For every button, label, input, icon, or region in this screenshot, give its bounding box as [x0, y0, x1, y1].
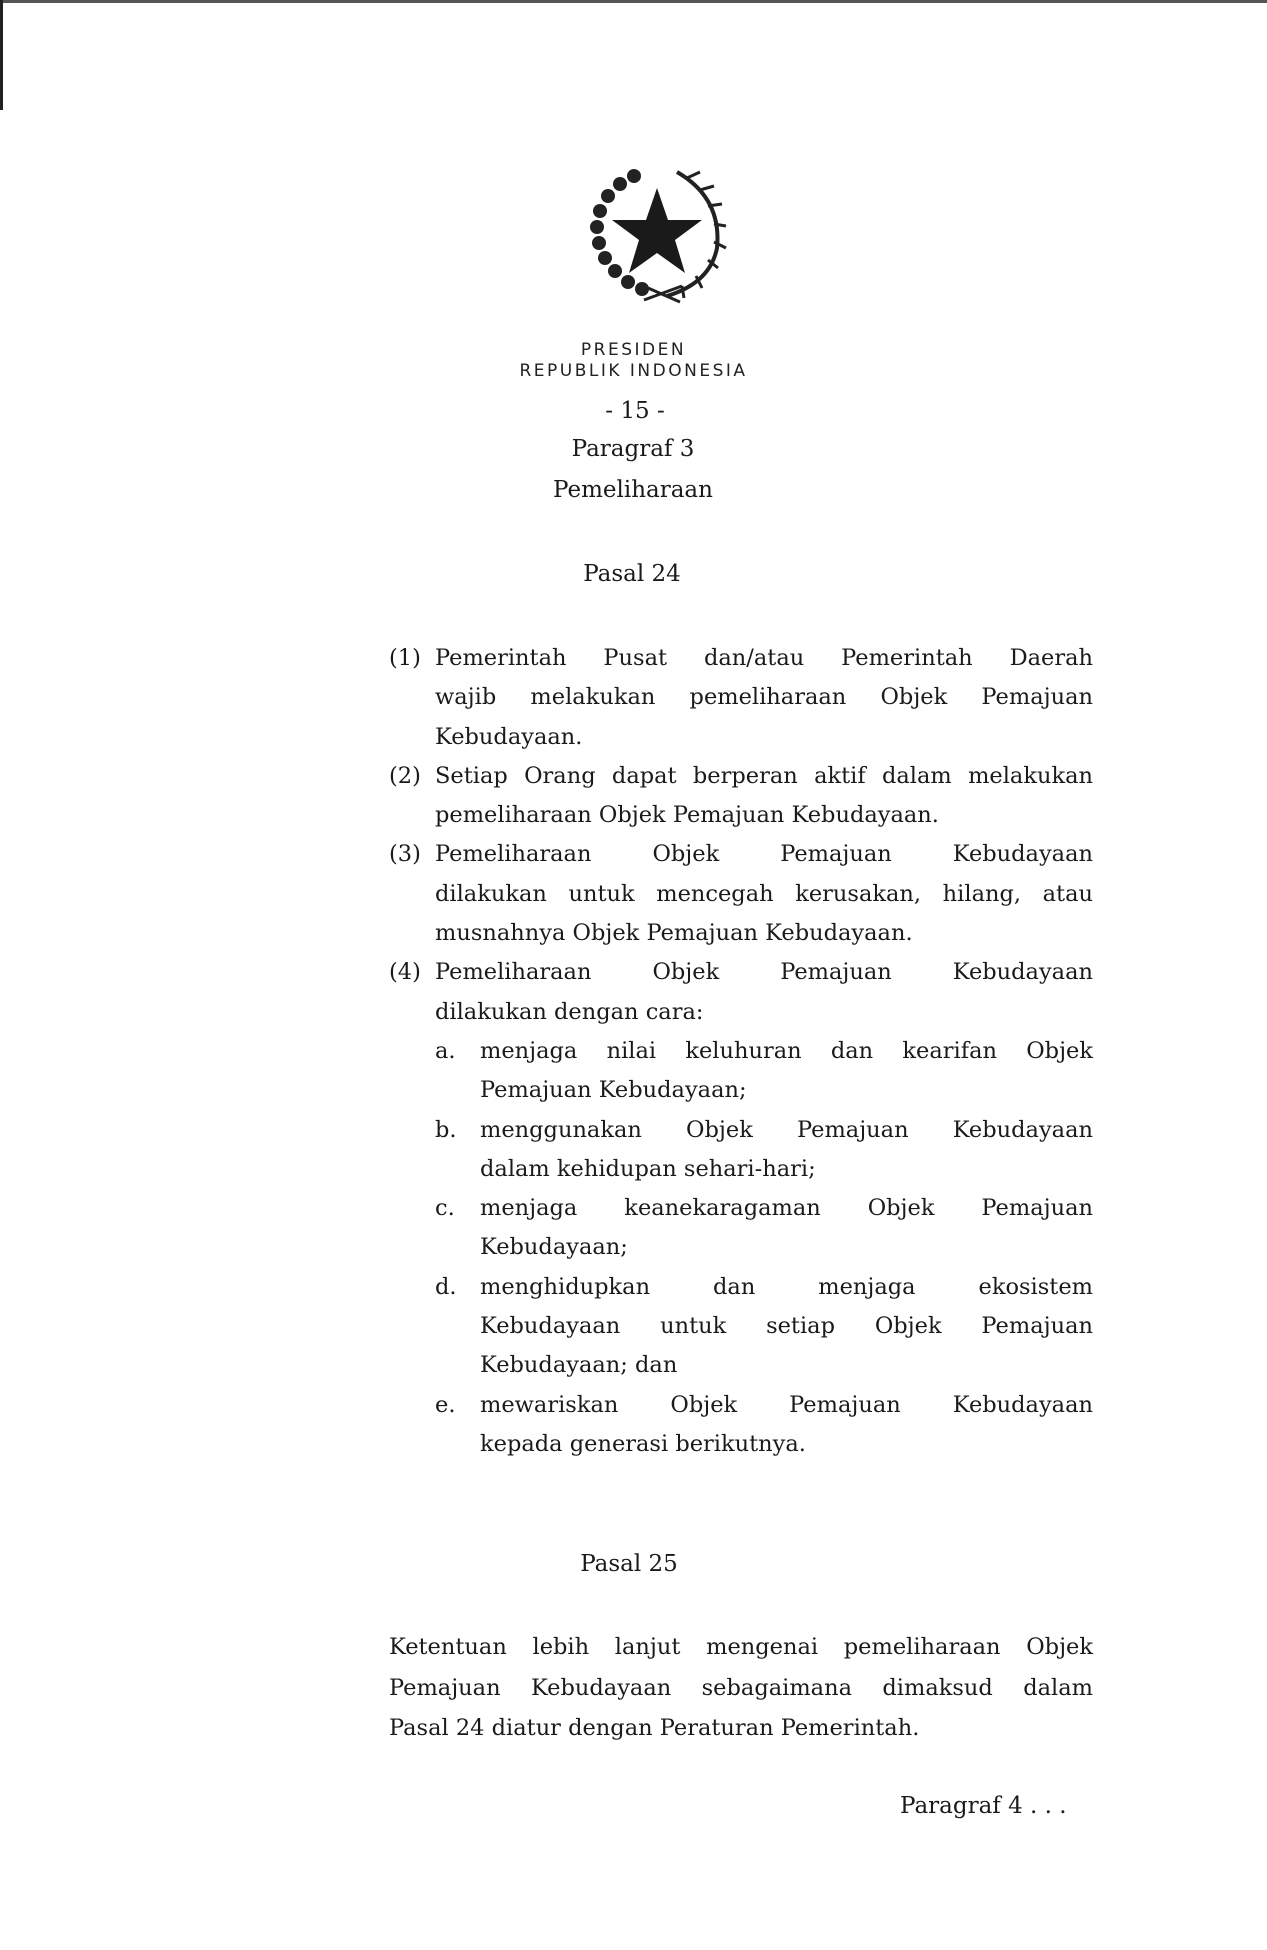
paragraph-heading: Paragraf 3 — [571, 436, 695, 462]
line-text: Pasal 24 diatur dengan Peraturan Pemerintah. — [389, 1715, 920, 1741]
subitem-letter: b. — [435, 1116, 457, 1143]
subitem-letter: d. — [435, 1273, 457, 1300]
item-line — [389, 1708, 1093, 1749]
subitem-line — [389, 1307, 1093, 1346]
line-text: Kebudayaan untuk setiap Objek Pemajuan — [480, 1313, 1093, 1340]
line-text: Pemajuan Kebudayaan; — [480, 1077, 747, 1104]
item-line — [389, 1668, 1093, 1709]
line-text: dalam kehidupan sehari-hari; — [480, 1155, 816, 1182]
header-republik-indonesia: REPUBLIK INDONESIA — [519, 361, 748, 381]
line-text: Pemajuan Kebudayaan sebagaimana dimaksud dalam — [389, 1674, 1093, 1701]
pasal-25-body — [389, 1627, 1093, 1749]
line-text: musnahnya Objek Pemajuan Kebudayaan. — [435, 920, 913, 947]
line-text: mewariskan Objek Pemajuan Kebudayaan — [480, 1391, 1093, 1418]
subitem-line — [389, 1071, 1093, 1110]
subitem-line — [389, 1189, 1093, 1228]
line-text: menjaga nilai keluhuran dan kearifan Objek — [480, 1037, 1093, 1064]
line-text: pemeliharaan Objek Pemajuan Kebudayaan. — [435, 802, 939, 829]
item-line — [389, 678, 1093, 717]
item-number: (1) — [389, 645, 421, 671]
item-line — [389, 914, 1093, 953]
line-text: kepada generasi berikutnya. — [480, 1430, 806, 1457]
line-text: menggunakan Objek Pemajuan Kebudayaan — [480, 1116, 1093, 1143]
item-line — [389, 757, 1093, 796]
item-number: (2) — [389, 762, 421, 789]
line-text: Pemeliharaan Objek Pemajuan Kebudayaan — [435, 841, 1093, 868]
paragraph-title: Pemeliharaan — [553, 477, 713, 503]
subitem-line — [389, 1386, 1093, 1425]
pasal-24-title: Pasal 24 — [583, 561, 681, 587]
line-text: menjaga keanekaragaman Objek Pemajuan — [480, 1195, 1093, 1222]
item-line — [389, 875, 1093, 914]
item-line — [389, 796, 1093, 835]
item-number: (3) — [389, 841, 421, 868]
subitem-line — [389, 1346, 1093, 1385]
line-text: Ketentuan lebih lanjut mengenai pemeliharaan Objek — [389, 1634, 1093, 1660]
presidential-emblem-icon — [582, 158, 732, 308]
item-line — [389, 639, 1093, 678]
page-number: - 15 - — [605, 398, 665, 424]
line-text: Setiap Orang dapat berperan aktif dalam melakukan — [435, 762, 1093, 789]
item-line — [389, 953, 1093, 992]
scan-edge-top — [0, 0, 1267, 3]
line-text: Kebudayaan. — [435, 723, 583, 750]
subitem-letter: c. — [435, 1195, 455, 1222]
item-line — [389, 993, 1093, 1032]
line-text: Kebudayaan; dan — [480, 1352, 678, 1379]
line-text: Kebudayaan; — [480, 1234, 628, 1261]
subitem-line — [389, 1111, 1093, 1150]
line-text: wajib melakukan pemeliharaan Objek Pemajuan — [435, 684, 1093, 711]
pasal-25-title: Pasal 25 — [580, 1551, 678, 1577]
item-line — [389, 835, 1093, 874]
subitem-line — [389, 1268, 1093, 1307]
line-text: dilakukan dengan cara: — [435, 998, 704, 1025]
line-text: Pemeliharaan Objek Pemajuan Kebudayaan — [435, 959, 1093, 986]
item-number: (4) — [389, 959, 421, 986]
subitem-letter: e. — [435, 1391, 456, 1418]
line-text: Pemerintah Pusat dan/atau Pemerintah Daerah — [435, 645, 1093, 671]
subitem-letter: a. — [435, 1037, 456, 1064]
subitem-line — [389, 1228, 1093, 1267]
header-presiden: PRESIDEN — [580, 340, 687, 360]
line-text: dilakukan untuk mencegah kerusakan, hilang, atau — [435, 880, 1093, 907]
subitem-line — [389, 1032, 1093, 1071]
item-line — [389, 718, 1093, 757]
continuation-text: Paragraf 4 . . . — [900, 1793, 1067, 1819]
line-text: menghidupkan dan menjaga ekosistem — [480, 1273, 1093, 1300]
scan-edge-left — [0, 0, 3, 110]
item-line — [389, 1627, 1093, 1668]
subitem-line — [389, 1150, 1093, 1189]
pasal-24-body — [389, 639, 1093, 1464]
subitem-line — [389, 1425, 1093, 1464]
